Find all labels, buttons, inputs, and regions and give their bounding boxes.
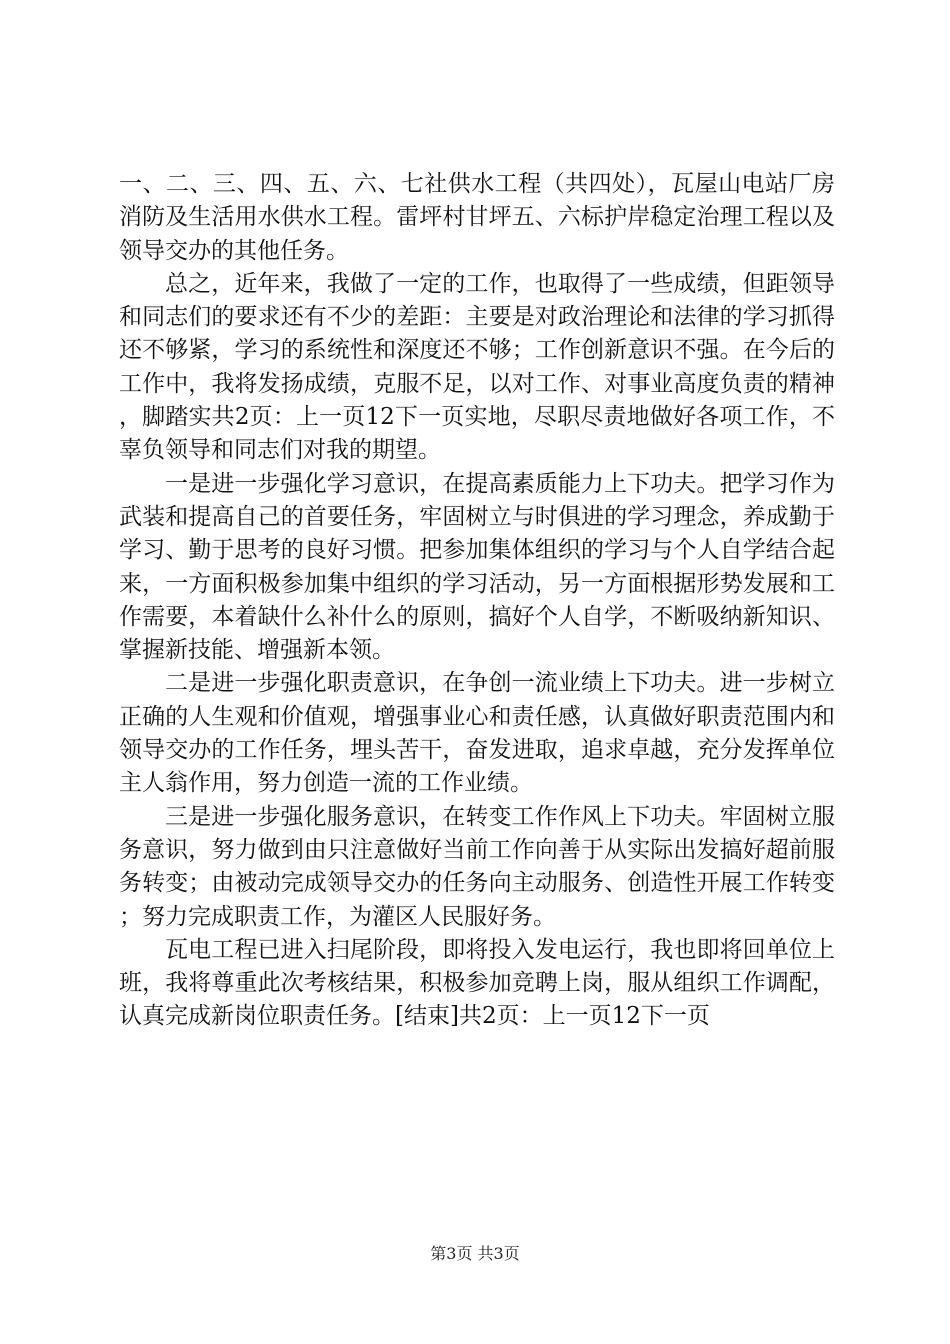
page-number-footer: 第3页 共3页 — [430, 1244, 520, 1263]
paragraph-3: 一是进一步强化学习意识，在提高素质能力上下功夫。把学习作为武装和提高自己的首要任务，牢固树立与时俱进的学习理念，养成勤于学习、勤于思考的良好习惯。把参加集体组织的学习与个人自学结合起来，一方面积极参加集中组织的学习活动，另一方面根据形势发展和工作需要，本着缺什么补什么的原则，搞好个人自学，不断吸纳新知识、掌握新技能、增强新本领。 — [119, 470, 835, 664]
paragraph-5: 三是进一步强化服务意识，在转变工作作风上下功夫。牢固树立服务意识，努力做到由只注意做好当前工作向善于从实际出发搞好超前服务转变；由被动完成领导交办的任务向主动服务、创造性开展工作转变；努力完成职责工作，为灌区人民服好务。 — [119, 803, 835, 930]
document-body — [119, 168, 835, 1034]
paragraph-1: 一、二、三、四、五、六、七社供水工程（共四处），瓦屋山电站厂房消防及生活用水供水工程。雷坪村甘坪五、六标护岸稳定治理工程以及领导交办的其他任务。 — [119, 171, 835, 264]
paragraph-6: 瓦电工程已进入扫尾阶段，即将投入发电运行，我也即将回单位上班，我将尊重此次考核结果，积极参加竞聘上岗，服从组织工作调配，认真完成新岗位职责任务。[结束]共2页：上一页12下一页 — [119, 936, 835, 1030]
paragraph-4: 二是进一步强化职责意识，在争创一流业绩上下功夫。进一步树立正确的人生观和价值观，增强事业心和责任感，认真做好职责范围内和领导交办的工作任务，埋头苦干，奋发进取，追求卓越，充分发挥单位主人翁作用，努力创造一流的工作业绩。 — [119, 670, 835, 797]
paragraph-2: 总之，近年来，我做了一定的工作，也取得了一些成绩，但距领导和同志们的要求还有不少的差距：主要是对政治理论和法律的学习抓得还不够紧，学习的系统性和深度还不够；工作创新意识不强。在今后的工作中，我将发扬成绩，克服不足，以对工作、对事业高度负责的精神，脚踏实共2页：上一页12下一页实地，尽职尽责地做好各项工作，不辜负领导和同志们对我的期望。 — [119, 270, 835, 464]
